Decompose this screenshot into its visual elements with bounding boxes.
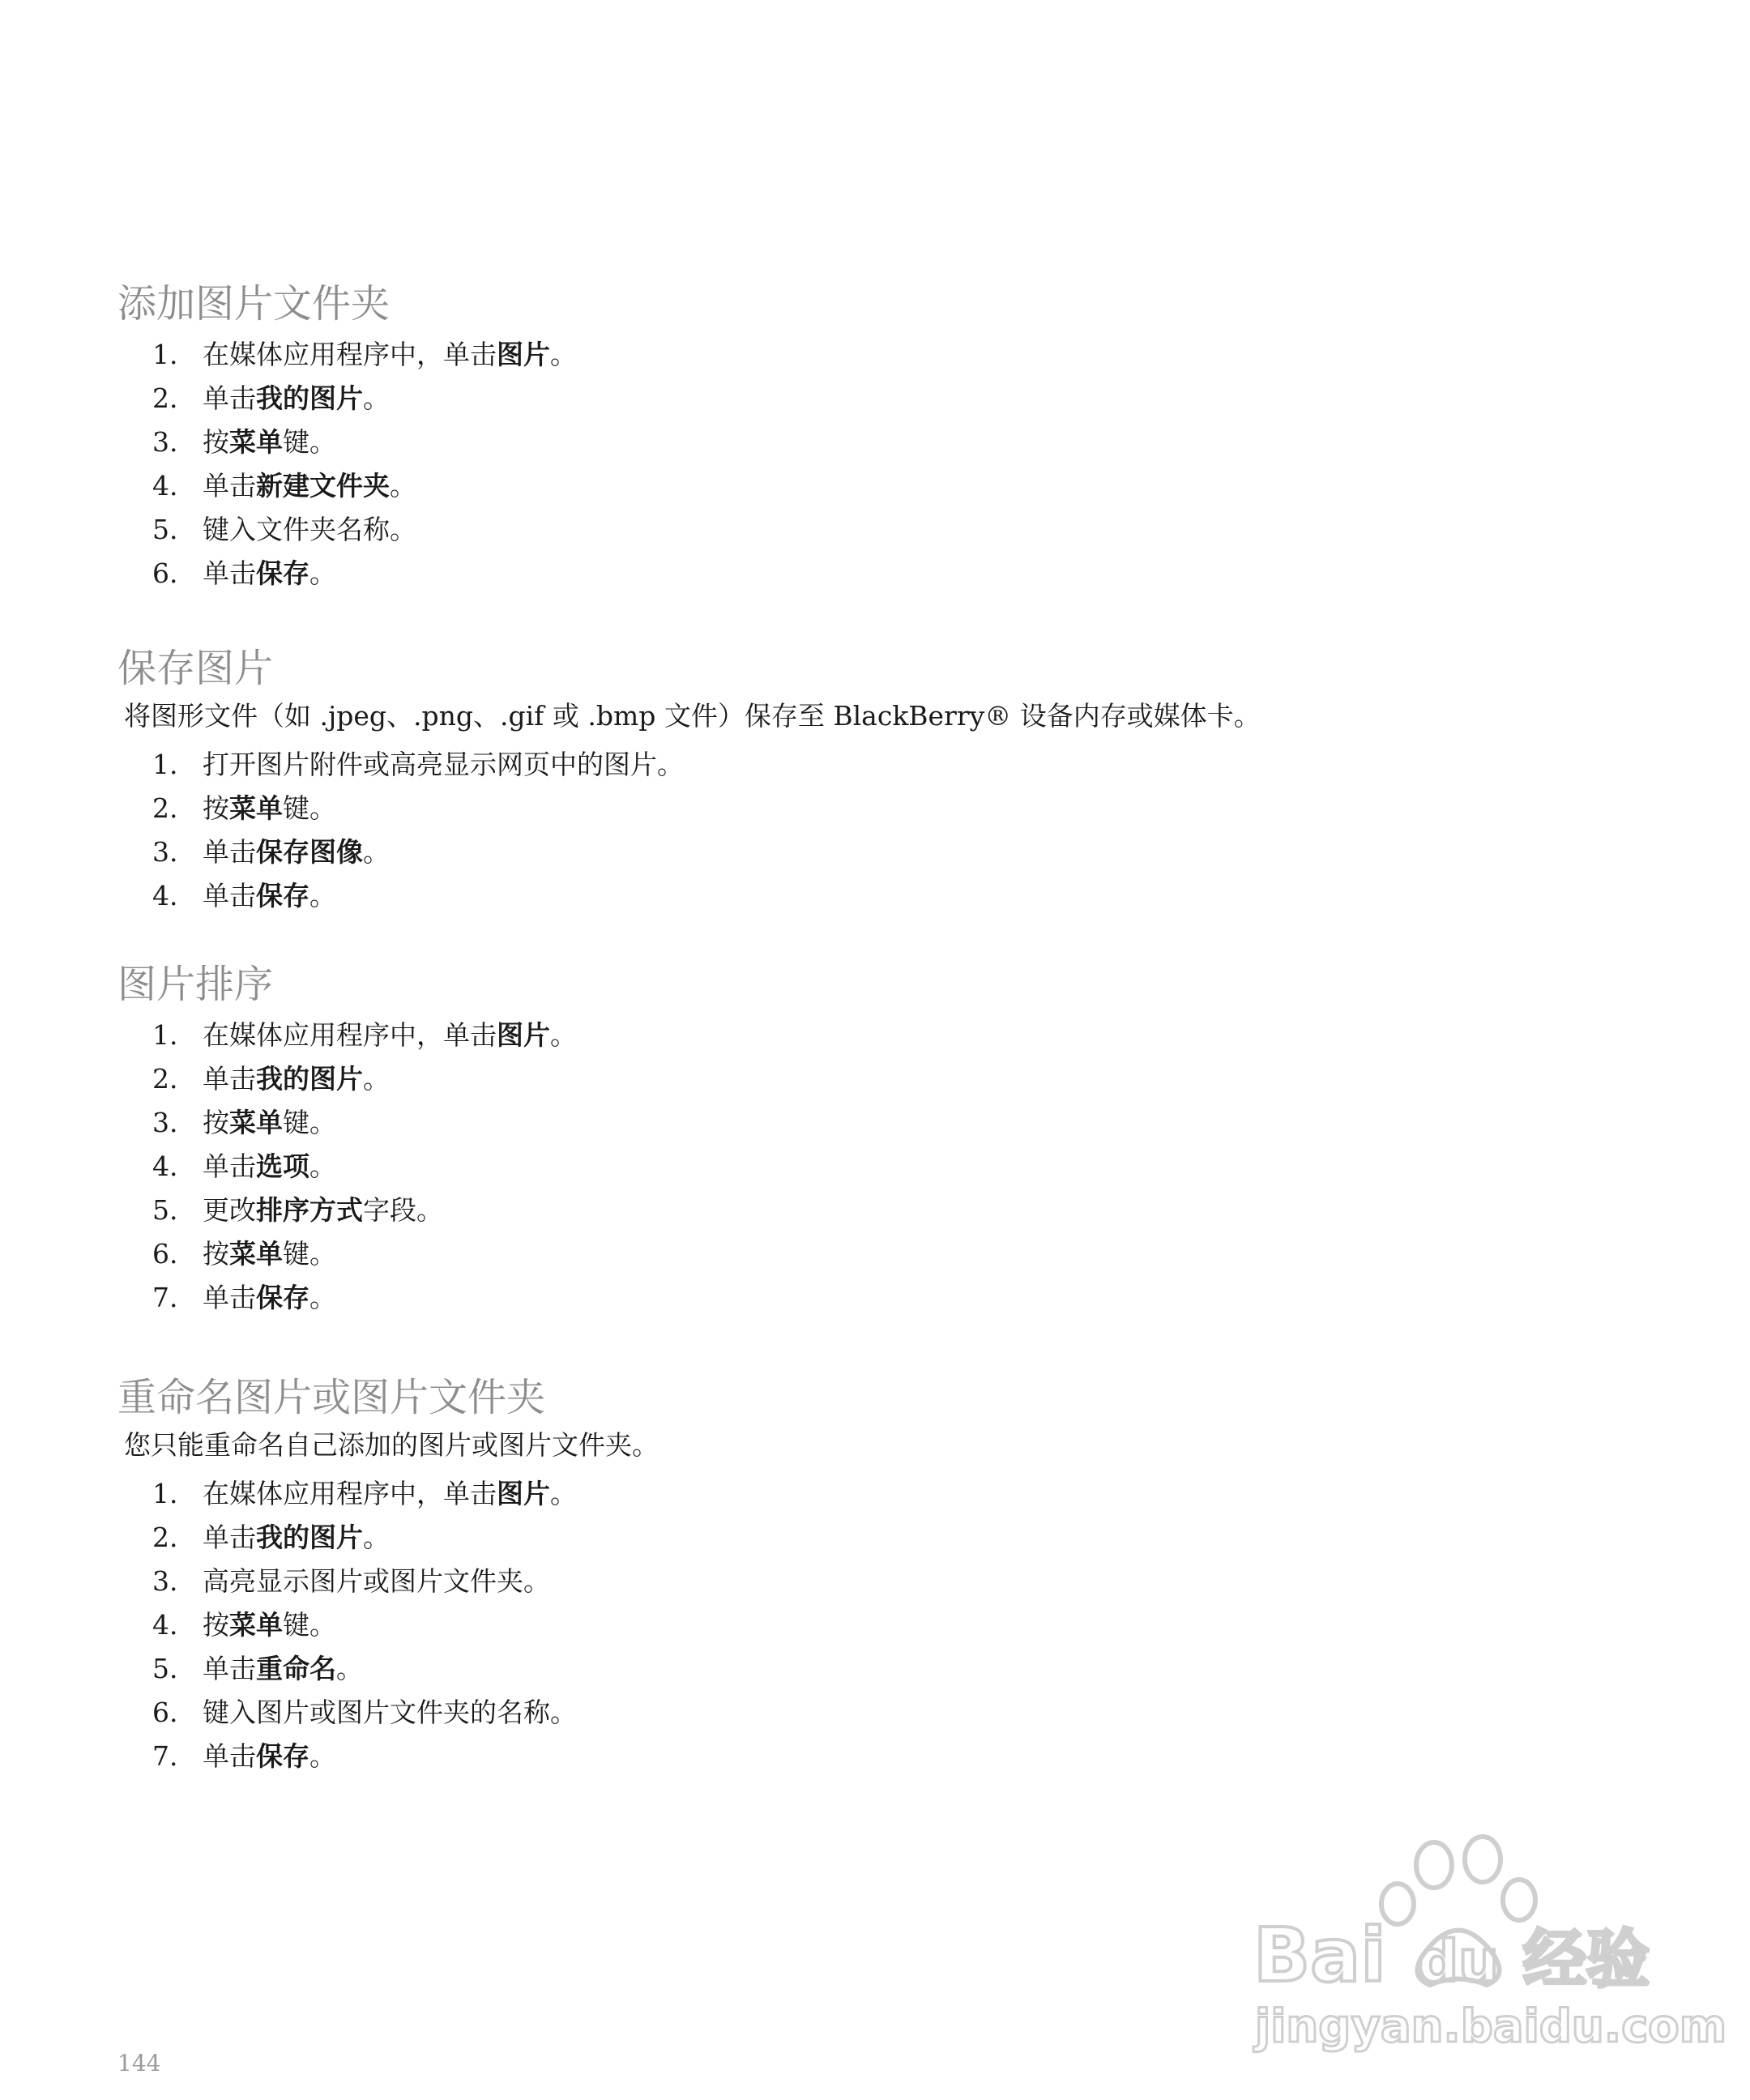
section-heading: 保存图片 — [117, 646, 274, 691]
step-number: 4. — [152, 1150, 178, 1182]
step-text: 按菜单键。 — [203, 1238, 336, 1270]
step-text: 在媒体应用程序中，单击图片。 — [203, 339, 577, 370]
page-number: 144 — [117, 2050, 161, 2077]
step-text: 键入图片或图片文件夹的名称。 — [203, 1697, 577, 1728]
section-intro: 将图形文件（如 .jpeg、.png、.gif 或 .bmp 文件）保存至 BlackBerry® 设备内存或媒体卡。 — [124, 700, 1261, 732]
svg-text:jingyan.baidu.com: jingyan.baidu.com — [1255, 2000, 1727, 2053]
section-heading: 添加图片文件夹 — [117, 281, 391, 327]
list-item — [117, 508, 1657, 552]
step-number: 2. — [152, 792, 178, 824]
list-item — [117, 830, 1657, 874]
list-item — [117, 1560, 1657, 1603]
step-number: 4. — [152, 880, 178, 911]
step-text: 更改排序方式字段。 — [203, 1194, 443, 1226]
list-item — [117, 1101, 1657, 1145]
step-number: 5. — [152, 514, 178, 545]
section-add-picture-folder — [117, 280, 1657, 595]
list-item — [117, 743, 1657, 787]
svg-text:du: du — [1418, 1928, 1499, 1995]
step-text: 打开图片附件或高亮显示网页中的图片。 — [203, 749, 684, 780]
baidu-jingyan-watermark — [1252, 1815, 1727, 2058]
step-number: 4. — [152, 1609, 178, 1641]
svg-text:Bai: Bai — [1253, 1912, 1386, 1999]
step-number: 1. — [152, 1478, 178, 1509]
step-number: 5. — [152, 1653, 178, 1684]
step-text: 高亮显示图片或图片文件夹。 — [203, 1565, 550, 1597]
step-text: 在媒体应用程序中，单击图片。 — [203, 1019, 577, 1051]
step-text: 在媒体应用程序中，单击图片。 — [203, 1478, 577, 1509]
step-number: 5. — [152, 1194, 178, 1226]
step-number: 1. — [152, 1019, 178, 1051]
section-intro: 您只能重命名自己添加的图片或图片文件夹。 — [124, 1429, 659, 1461]
list-item — [117, 1691, 1657, 1735]
list-item — [117, 377, 1657, 420]
step-text: 单击我的图片。 — [203, 1063, 390, 1095]
step-text: 按菜单键。 — [203, 792, 336, 824]
list-item — [117, 787, 1657, 830]
list-item — [117, 1472, 1657, 1516]
step-text: 单击保存。 — [203, 880, 336, 911]
list-item — [117, 1603, 1657, 1647]
step-text: 单击我的图片。 — [203, 1522, 390, 1553]
list-item — [117, 333, 1657, 377]
step-number: 3. — [152, 1565, 178, 1597]
steps-list — [117, 1472, 1657, 1778]
steps-list — [117, 333, 1657, 595]
list-item — [117, 1647, 1657, 1691]
step-number: 7. — [152, 1740, 178, 1772]
step-text: 单击保存。 — [203, 1740, 336, 1772]
section-heading: 图片排序 — [117, 962, 274, 1007]
step-text: 按菜单键。 — [203, 426, 336, 458]
step-text: 单击重命名。 — [203, 1653, 363, 1684]
section-save-picture — [117, 644, 1657, 918]
step-text: 单击选项。 — [203, 1150, 336, 1182]
list-item — [117, 1232, 1657, 1276]
step-number: 3. — [152, 426, 178, 458]
step-text: 按菜单键。 — [203, 1609, 336, 1641]
list-item — [117, 464, 1657, 508]
list-item — [117, 1057, 1657, 1101]
svg-text:经验: 经验 — [1523, 1923, 1650, 1996]
section-sort-pictures — [117, 960, 1657, 1320]
step-number: 1. — [152, 749, 178, 780]
step-text: 单击保存。 — [203, 1282, 336, 1313]
step-number: 6. — [152, 557, 178, 589]
step-number: 3. — [152, 1107, 178, 1138]
list-item — [117, 1735, 1657, 1778]
list-item — [117, 552, 1657, 595]
step-text: 键入文件夹名称。 — [203, 514, 416, 545]
list-item — [117, 1145, 1657, 1189]
step-text: 单击新建文件夹。 — [203, 470, 416, 502]
list-item — [117, 420, 1657, 464]
step-number: 2. — [152, 382, 178, 414]
list-item — [117, 1014, 1657, 1057]
step-text: 按菜单键。 — [203, 1107, 336, 1138]
step-text: 单击我的图片。 — [203, 382, 390, 414]
step-number: 3. — [152, 836, 178, 868]
list-item — [117, 1516, 1657, 1560]
section-rename-picture — [117, 1373, 1657, 1778]
steps-list — [117, 743, 1657, 918]
baidu-paw-logo-icon — [1252, 1815, 1727, 2058]
step-number: 7. — [152, 1282, 178, 1313]
step-number: 6. — [152, 1697, 178, 1728]
section-heading: 重命名图片或图片文件夹 — [117, 1375, 546, 1420]
step-text: 单击保存。 — [203, 557, 336, 589]
list-item — [117, 1276, 1657, 1320]
step-text: 单击保存图像。 — [203, 836, 390, 868]
step-number: 2. — [152, 1522, 178, 1553]
list-item — [117, 1189, 1657, 1232]
step-number: 2. — [152, 1063, 178, 1095]
list-item — [117, 874, 1657, 918]
step-number: 1. — [152, 339, 178, 370]
steps-list — [117, 1014, 1657, 1320]
step-number: 6. — [152, 1238, 178, 1270]
step-number: 4. — [152, 470, 178, 502]
